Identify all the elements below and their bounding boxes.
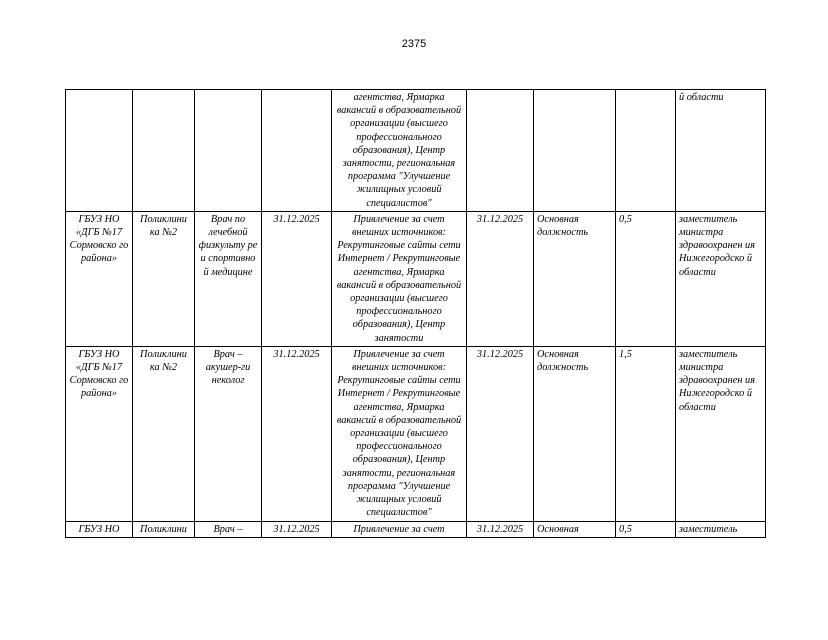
employment-type-cell: Основная должность bbox=[534, 211, 616, 346]
division-cell: Поликлини ка №2 bbox=[133, 346, 195, 521]
deadline-cell bbox=[262, 90, 332, 212]
staffing-plan-table bbox=[65, 89, 766, 538]
deadline-cell: 31.12.2025 bbox=[262, 521, 332, 537]
org-cell: ГБУЗ НО «ДГБ №17 Сормовско го района» bbox=[66, 346, 133, 521]
position-cell: Врач по лечебной физкульту ре и спортивно й медицине bbox=[195, 211, 262, 346]
table-row bbox=[66, 346, 766, 521]
table-row bbox=[66, 521, 766, 537]
rate-cell bbox=[616, 90, 676, 212]
employment-type-cell: Основная bbox=[534, 521, 616, 537]
position-cell: Врач – bbox=[195, 521, 262, 537]
responsible-cell: й области bbox=[676, 90, 766, 212]
deadline-cell: 31.12.2025 bbox=[262, 211, 332, 346]
rate-cell: 0,5 bbox=[616, 521, 676, 537]
date-cell bbox=[467, 90, 534, 212]
responsible-cell: заместитель министра здравоохранен ия Нижегородско й области bbox=[676, 211, 766, 346]
table-row bbox=[66, 211, 766, 346]
position-cell bbox=[195, 90, 262, 212]
deadline-cell: 31.12.2025 bbox=[262, 346, 332, 521]
division-cell bbox=[133, 90, 195, 212]
responsible-cell: заместитель bbox=[676, 521, 766, 537]
org-cell: ГБУЗ НО bbox=[66, 521, 133, 537]
date-cell: 31.12.2025 bbox=[467, 521, 534, 537]
rate-cell: 1,5 bbox=[616, 346, 676, 521]
table-row bbox=[66, 90, 766, 212]
division-cell: Поликлини ка №2 bbox=[133, 211, 195, 346]
employment-type-cell bbox=[534, 90, 616, 212]
employment-type-cell: Основная должность bbox=[534, 346, 616, 521]
org-cell bbox=[66, 90, 133, 212]
rate-cell: 0,5 bbox=[616, 211, 676, 346]
measures-cell: Привлечение за счет bbox=[332, 521, 467, 537]
position-cell: Врач – акушер-ги неколог bbox=[195, 346, 262, 521]
measures-cell: агентства, Ярмарка вакансий в образовательной организации (высшего профессионального образования), Центр занятости, региональная программа "Улучшение жилищных условий специалистов" bbox=[332, 90, 467, 212]
date-cell: 31.12.2025 bbox=[467, 346, 534, 521]
page-number: 2375 bbox=[401, 38, 427, 50]
division-cell: Поликлини bbox=[133, 521, 195, 537]
measures-cell: Привлечение за счет внешних источников: Рекрутинговые сайты сети Интернет / Рекрутинговые агентства, Ярмарка вакансий в образовательной организации (высшего профессионального образования), Центр занятости bbox=[332, 211, 467, 346]
date-cell: 31.12.2025 bbox=[467, 211, 534, 346]
org-cell: ГБУЗ НО «ДГБ №17 Сормовско го района» bbox=[66, 211, 133, 346]
responsible-cell: заместитель министра здравоохранен ия Нижегородско й области bbox=[676, 346, 766, 521]
measures-cell: Привлечение за счет внешних источников: Рекрутинговые сайты сети Интернет / Рекрутинговые агентства, Ярмарка вакансий в образовательной организации (высшего профессионального образования), Центр занятости, региональная программа "Улучшение жилищных условий специалистов" bbox=[332, 346, 467, 521]
